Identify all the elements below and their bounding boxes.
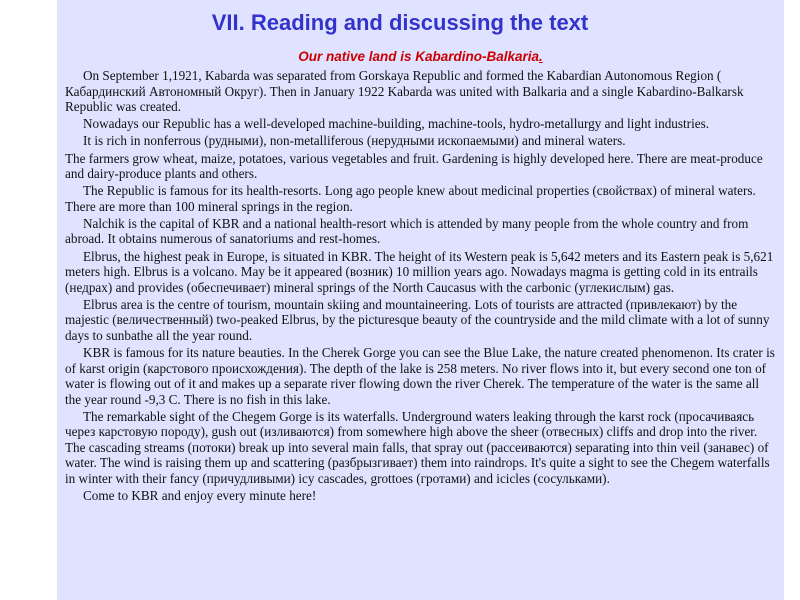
paragraph-industry: Nowadays our Republic has a well-developed machine-building, machine-tools, hydro-metallurgy and light industries. (83, 116, 710, 132)
paragraph-elbrus-area: Elbrus area is the centre of tourism, mountain skiing and mountaineering. Lots of tourists are attracted (привлекают) by the majestic (величественный) two-peaked Elbrus, by the picturesque beauty of the countryside and the mild climate with a lot of sunny days to sunbathe all the year round. (65, 296, 770, 343)
paragraph-resources: It is rich in nonferrous (рудными), non-metalliferous (нерудными ископаемыми) and mineral waters. (83, 133, 626, 149)
paragraph-agriculture: The farmers grow wheat, maize, potatoes, various vegetables and fruit. Gardening is highly developed here. There are meat-produce and dairy-produce plants and others. (65, 150, 763, 182)
text-title-label: Our native land is Kabardino-Balkaria (298, 49, 540, 64)
text-title-period: . (539, 49, 543, 64)
text-body (65, 68, 778, 505)
paragraph-chegem-waterfalls: The remarkable sight of the Chegem Gorge is its waterfalls. Underground waters leaking through the karst rock (просачиваясь через карстовую породу), gush out (изливаются) from somewhere high above the sheer (отвесных) cliffs and drop into the river. The cascading streams (потоки) break up into several main falls, that spray out (рассеиваются) separating into thin veil (занавес) of water. The wind is raising them up and scattering (разбрызгивает) them into raindrops. It's quite a sight to see the Chegem waterfalls in winter with their fancy (причудливыми) icy cascades, grottoes (гротами) and icicles (сосульками). (65, 408, 770, 486)
paragraph-elbrus: Elbrus, the highest peak in Europe, is situated in KBR. The height of its Western peak is 5,642 meters and its Eastern peak is 5,621 meters high. Elbrus is a volcano. May be it appeared (возник) 10 million years ago. Nowadays magma is getting cold in its entrails (недрах) and provides (обеспечивает) mineral springs of the North Caucasus with the carbonic (углекислым) gas. (65, 248, 774, 295)
paragraph-blue-lake: KBR is famous for its nature beauties. In the Cherek Gorge you can see the Blue Lake, the nature created phenomenon. Its crater is of karst origin (карстового происхождения). The depth of the lake is 258 meters. No river flows into it, but every second one ton of water is flowing out of it and makes up a separate river flowing down the river Cherek. The temperature of the water is the same all the year round -9,3 C. There is no fish in this lake. (65, 345, 775, 407)
paragraph-health-resorts: The Republic is famous for its health-resorts. Long ago people knew about medicinal properties (свойствах) of mineral waters. There are more than 100 mineral springs in the region. (65, 183, 756, 214)
slide-heading: VII. Reading and discussing the text (211, 10, 589, 35)
text-title (57, 49, 784, 65)
paragraph-nalchik: Nalchik is the capital of KBR and a national health-resort which is attended by many people from the whole country and from abroad. It obtains numerous of sanatoriums and rest-homes. (65, 215, 749, 247)
paragraph-closing: Come to KBR and enjoy every minute here! (83, 487, 317, 503)
paragraph-history: On September 1,1921, Kabarda was separated from Gorskaya Republic and formed the Kabardian Autonomous Region ( Кабардинский Автономный Округ). Then in January 1922 Kabarda was united with Balkaria and a single Kabardino-Balkarsk Republic was created. (65, 68, 744, 114)
